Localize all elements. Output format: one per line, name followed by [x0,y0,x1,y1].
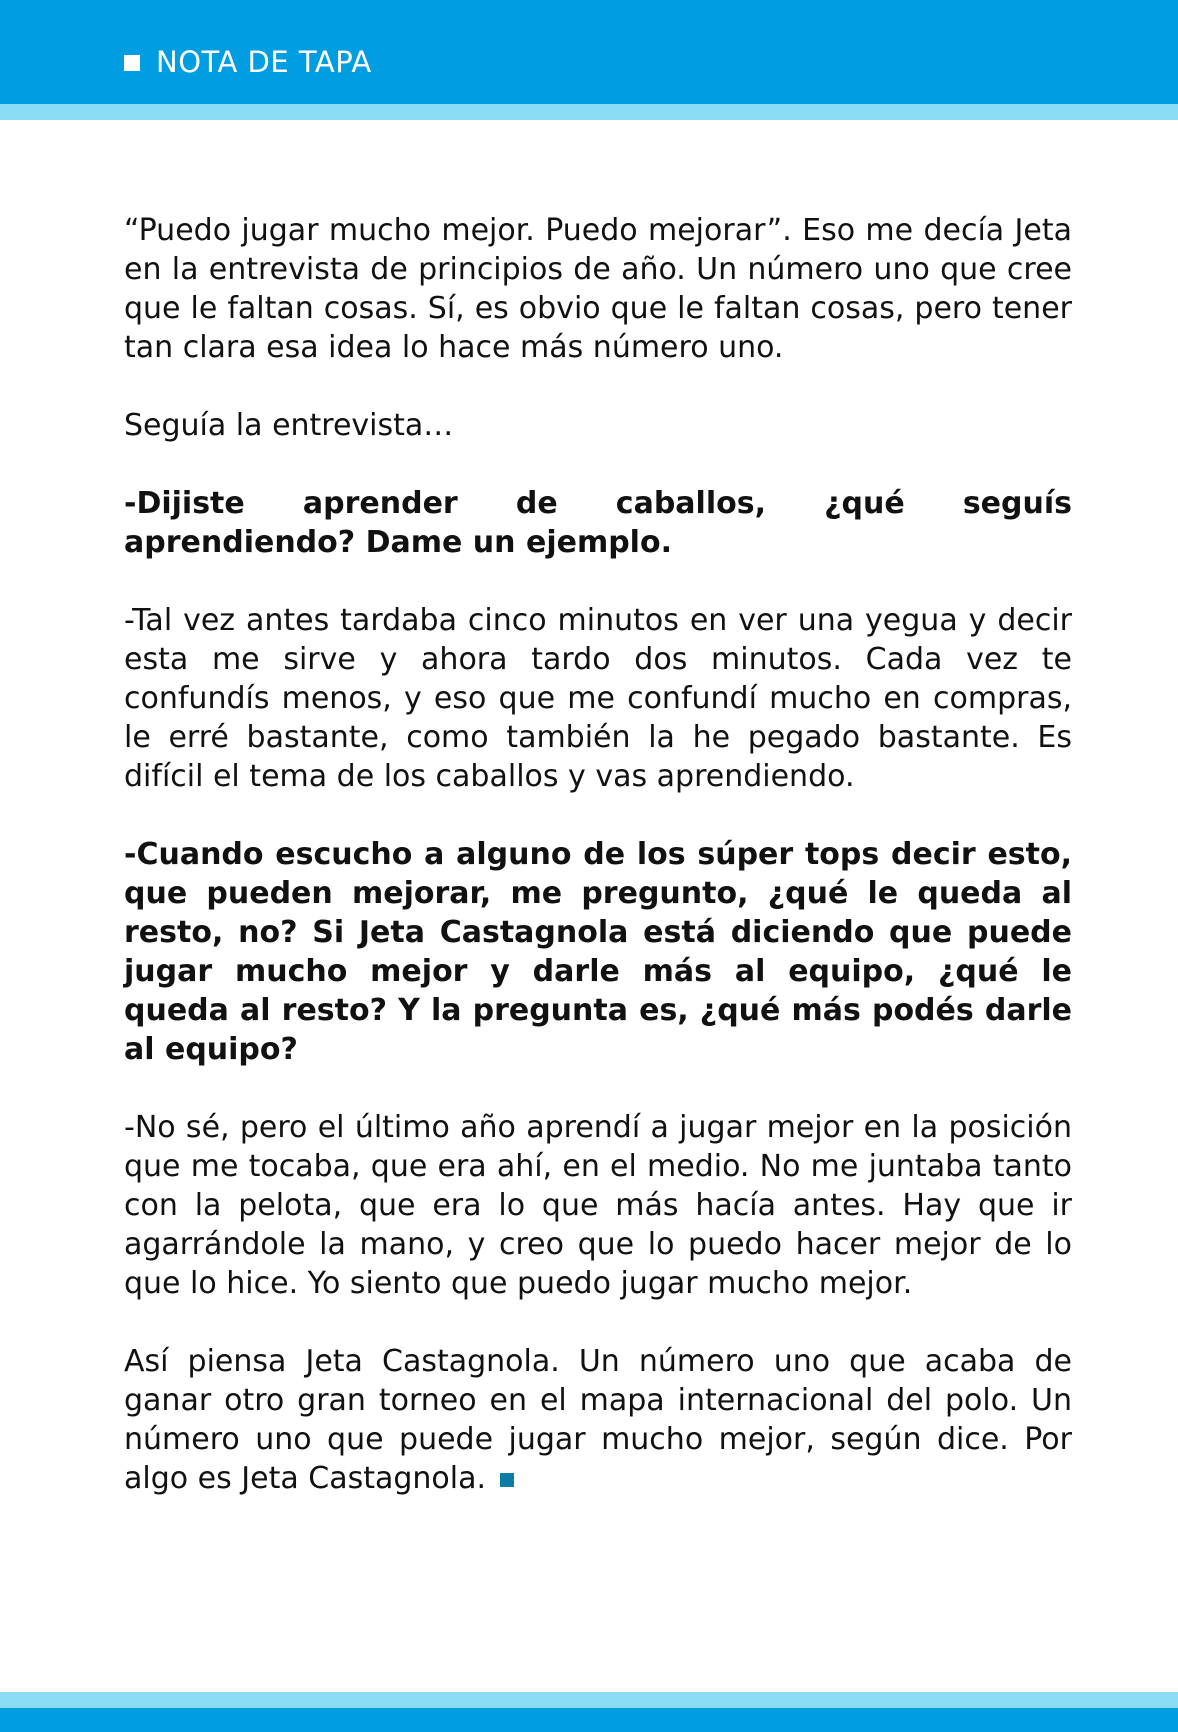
interview-answer: -No sé, pero el último año aprendí a jugar mejor en la posición que me tocaba, que era ahí, en el medio. No me juntaba tanto con la pelota, que era lo que más hacía antes. Hay que ir agarrándole la mano, y creo que lo puedo hacer mejor de lo que lo hice. Yo siento que puedo jugar mucho mejor. [124,1110,1072,1301]
header-bar [0,0,1178,104]
closing-paragraph [124,1342,1072,1498]
header-strip [0,104,1178,120]
end-of-article-square-icon [500,1473,514,1487]
interview-question: -Dijiste aprender de caballos, ¿qué seguís aprendiendo? Dame un ejemplo. [124,486,1072,560]
footer-strip [0,1692,1178,1708]
article-body [124,211,1072,1498]
section-label-text: NOTA DE TAPA [156,45,372,79]
interview-question: -Cuando escucho a alguno de los súper tops decir esto, que pueden mejorar, me pregunto, ¿qué le queda al resto, no? Si Jeta Castagnola está diciendo que puede jugar mucho mejor y darle más al equipo, ¿qué le queda al resto? Y la pregunta es, ¿qué más podés darle al equipo? [124,837,1072,1067]
section-square-icon [124,55,140,71]
article-paragraph: Seguía la entrevista… [124,408,454,443]
section-label [124,45,372,79]
footer-bar [0,1708,1178,1732]
interview-answer: -Tal vez antes tardaba cinco minutos en ver una yegua y decir esta me sirve y ahora tardo dos minutos. Cada vez te confundís menos, y eso que me confundí mucho en compras, le erré bastante, como también la he pegado bastante. Es difícil el tema de los caballos y vas aprendiendo. [124,603,1072,794]
article-paragraph: “Puedo jugar mucho mejor. Puedo mejorar”. Eso me decía Jeta en la entrevista de principios de año. Un número uno que cree que le faltan cosas. Sí, es obvio que le faltan cosas, pero tener tan clara esa idea lo hace más número uno. [124,213,1072,365]
closing-paragraph-text: Así piensa Jeta Castagnola. Un número uno que acaba de ganar otro gran torneo en el mapa internacional del polo. Un número uno que puede jugar mucho mejor, según dice. Por algo es Jeta Castagnola. [124,1344,1072,1496]
